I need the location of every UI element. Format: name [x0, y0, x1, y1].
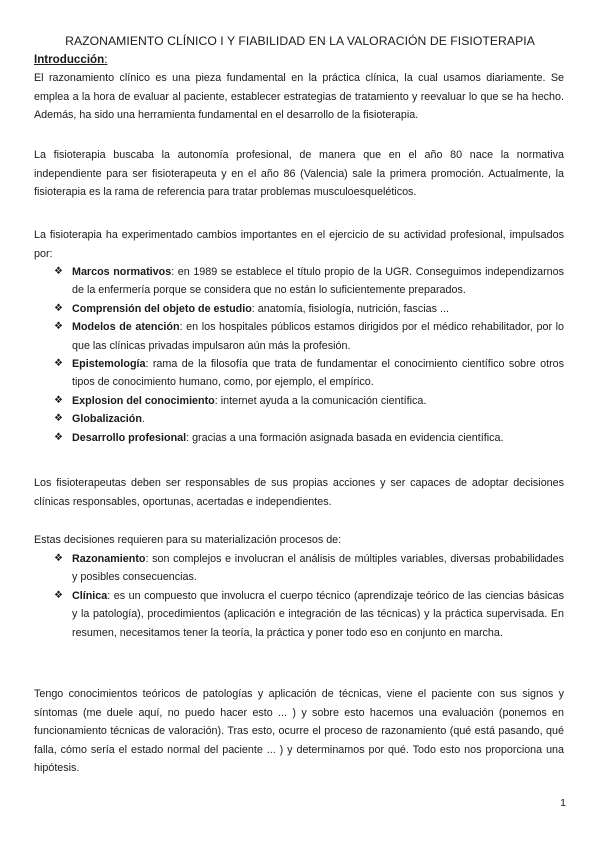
diamond-bullet-icon: ❖: [54, 431, 63, 443]
paragraph-5: Estas decisiones requieren para su materialización procesos de:: [34, 534, 342, 546]
document-title: RAZONAMIENTO CLÍNICO I Y FIABILIDAD EN LA VALORACIÓN DE FISIOTERAPIA: [65, 34, 535, 48]
list-item-text: .: [141, 413, 145, 426]
section-heading-colon: :: [104, 53, 108, 66]
list-item: [54, 392, 564, 410]
diamond-bullet-icon: ❖: [54, 413, 63, 425]
list-item-term: Modelos de atención: [72, 321, 180, 334]
list-item: [54, 587, 564, 642]
list-item-term: Desarrollo profesional: [72, 431, 187, 444]
list-item-text: : en los hospitales públicos estamos dirigidos por el médico rehabilitador, por lo que las clínicas privadas impulsaron aún más la profesión.: [72, 321, 564, 352]
list-item-term: Clínica: [72, 589, 108, 602]
page-number: 1: [560, 797, 566, 809]
list-item: [54, 300, 564, 318]
diamond-bullet-icon: ❖: [54, 266, 63, 277]
diamond-bullet-icon: ❖: [54, 394, 63, 406]
diamond-bullet-icon: ❖: [54, 302, 63, 314]
list-item-text: : es un compuesto que involucra el cuerpo técnico (aprendizaje teórico de las ciencias básicas y la patología), procedimientos (aplicación e integración de las técnicas) y la práctica supervisada. En resumen, necesitamos tener la teoría, la práctica y poner todo eso en conjunto en marcha.: [72, 589, 564, 639]
list-item-text: : anatomía, fisiología, nutrición, fascias ...: [251, 302, 449, 315]
list-item-term: Explosion del conocimiento: [72, 394, 215, 407]
paragraph-3: La fisioterapia ha experimentado cambios importantes en el ejercicio de su actividad profesional, impulsados por:: [34, 229, 564, 260]
list-item-term: Comprensión del objeto de estudio: [72, 302, 252, 315]
diamond-bullet-icon: ❖: [54, 358, 63, 370]
process-list: [54, 550, 564, 642]
list-item: [54, 263, 564, 300]
list-item: [54, 410, 564, 428]
diamond-bullet-icon: ❖: [54, 589, 63, 601]
list-item: [54, 429, 564, 447]
list-item-text: : internet ayuda a la comunicación científica.: [214, 394, 427, 407]
paragraph-1: El razonamiento clínico es una pieza fundamental en la práctica clínica, la cual usamos diariamente. Se emplea a la hora de evaluar al paciente, establecer estrategias de tratamiento y reevaluar lo que se ha hecho. Además, ha sido una herramienta fundamental en el desarrollo de la fisioterapia.: [34, 72, 564, 121]
paragraph-4: Los fisioterapeutas deben ser responsables de sus propias acciones y ser capaces de adoptar decisiones clínicas responsables, oportunas, acertadas e independientes.: [34, 477, 564, 508]
paragraph-6: Tengo conocimientos teóricos de patologías y aplicación de técnicas, viene el paciente con sus signos y síntomas (me duele aquí, no puedo hacer esto ... ) y sobre esto hacemos una evaluación (ponemos en funcionamiento técnicas de valoración). Tras esto, ocurre el proceso de razonamiento (qué está pasando, qué falla, cómo sería el estado normal del paciente ... ) y determinamos por qué. Todo esto nos proporciona una hipótesis.: [34, 688, 564, 774]
list-item: [54, 355, 564, 392]
list-item-text: : rama de la filosofía que trata de fundamentar el conocimiento científico sobre otros tipos de conocimiento humano, como, por ejemplo, el empírico.: [72, 358, 564, 389]
list-item-term: Marcos normativos: [72, 266, 172, 278]
list-item-term: Epistemología: [72, 358, 146, 371]
diamond-bullet-icon: ❖: [54, 321, 63, 333]
diamond-bullet-icon: ❖: [54, 553, 63, 564]
list-item: [54, 318, 564, 355]
section-heading-introduccion: [34, 53, 107, 66]
list-item-text: : gracias a una formación asignada basada en evidencia científica.: [186, 431, 504, 444]
list-item-term: Globalización: [72, 413, 142, 426]
list-item-text: : en 1989 se establece el título propio de la UGR. Conseguimos independizarnos de la enfermería porque se considera que no están lo suficientemente preparados.: [72, 266, 564, 297]
paragraph-2: La fisioterapia buscaba la autonomía profesional, de manera que en el año 80 nace la normativa independiente para ser fisioterapeuta y en el año 86 (Valencia) sale la primera promoción. Actualmente, la fisioterapia es la rama de referencia para tratar problemas musculoesqueléticos.: [34, 149, 564, 198]
list-item-term: Razonamiento: [72, 553, 146, 565]
changes-list: [54, 263, 564, 447]
list-item-text: : son complejos e involucran el análisis de múltiples variables, diversas probabilidades y posibles consecuencias.: [72, 553, 564, 584]
section-heading-text: Introducción: [34, 53, 105, 66]
list-item: [54, 550, 564, 587]
